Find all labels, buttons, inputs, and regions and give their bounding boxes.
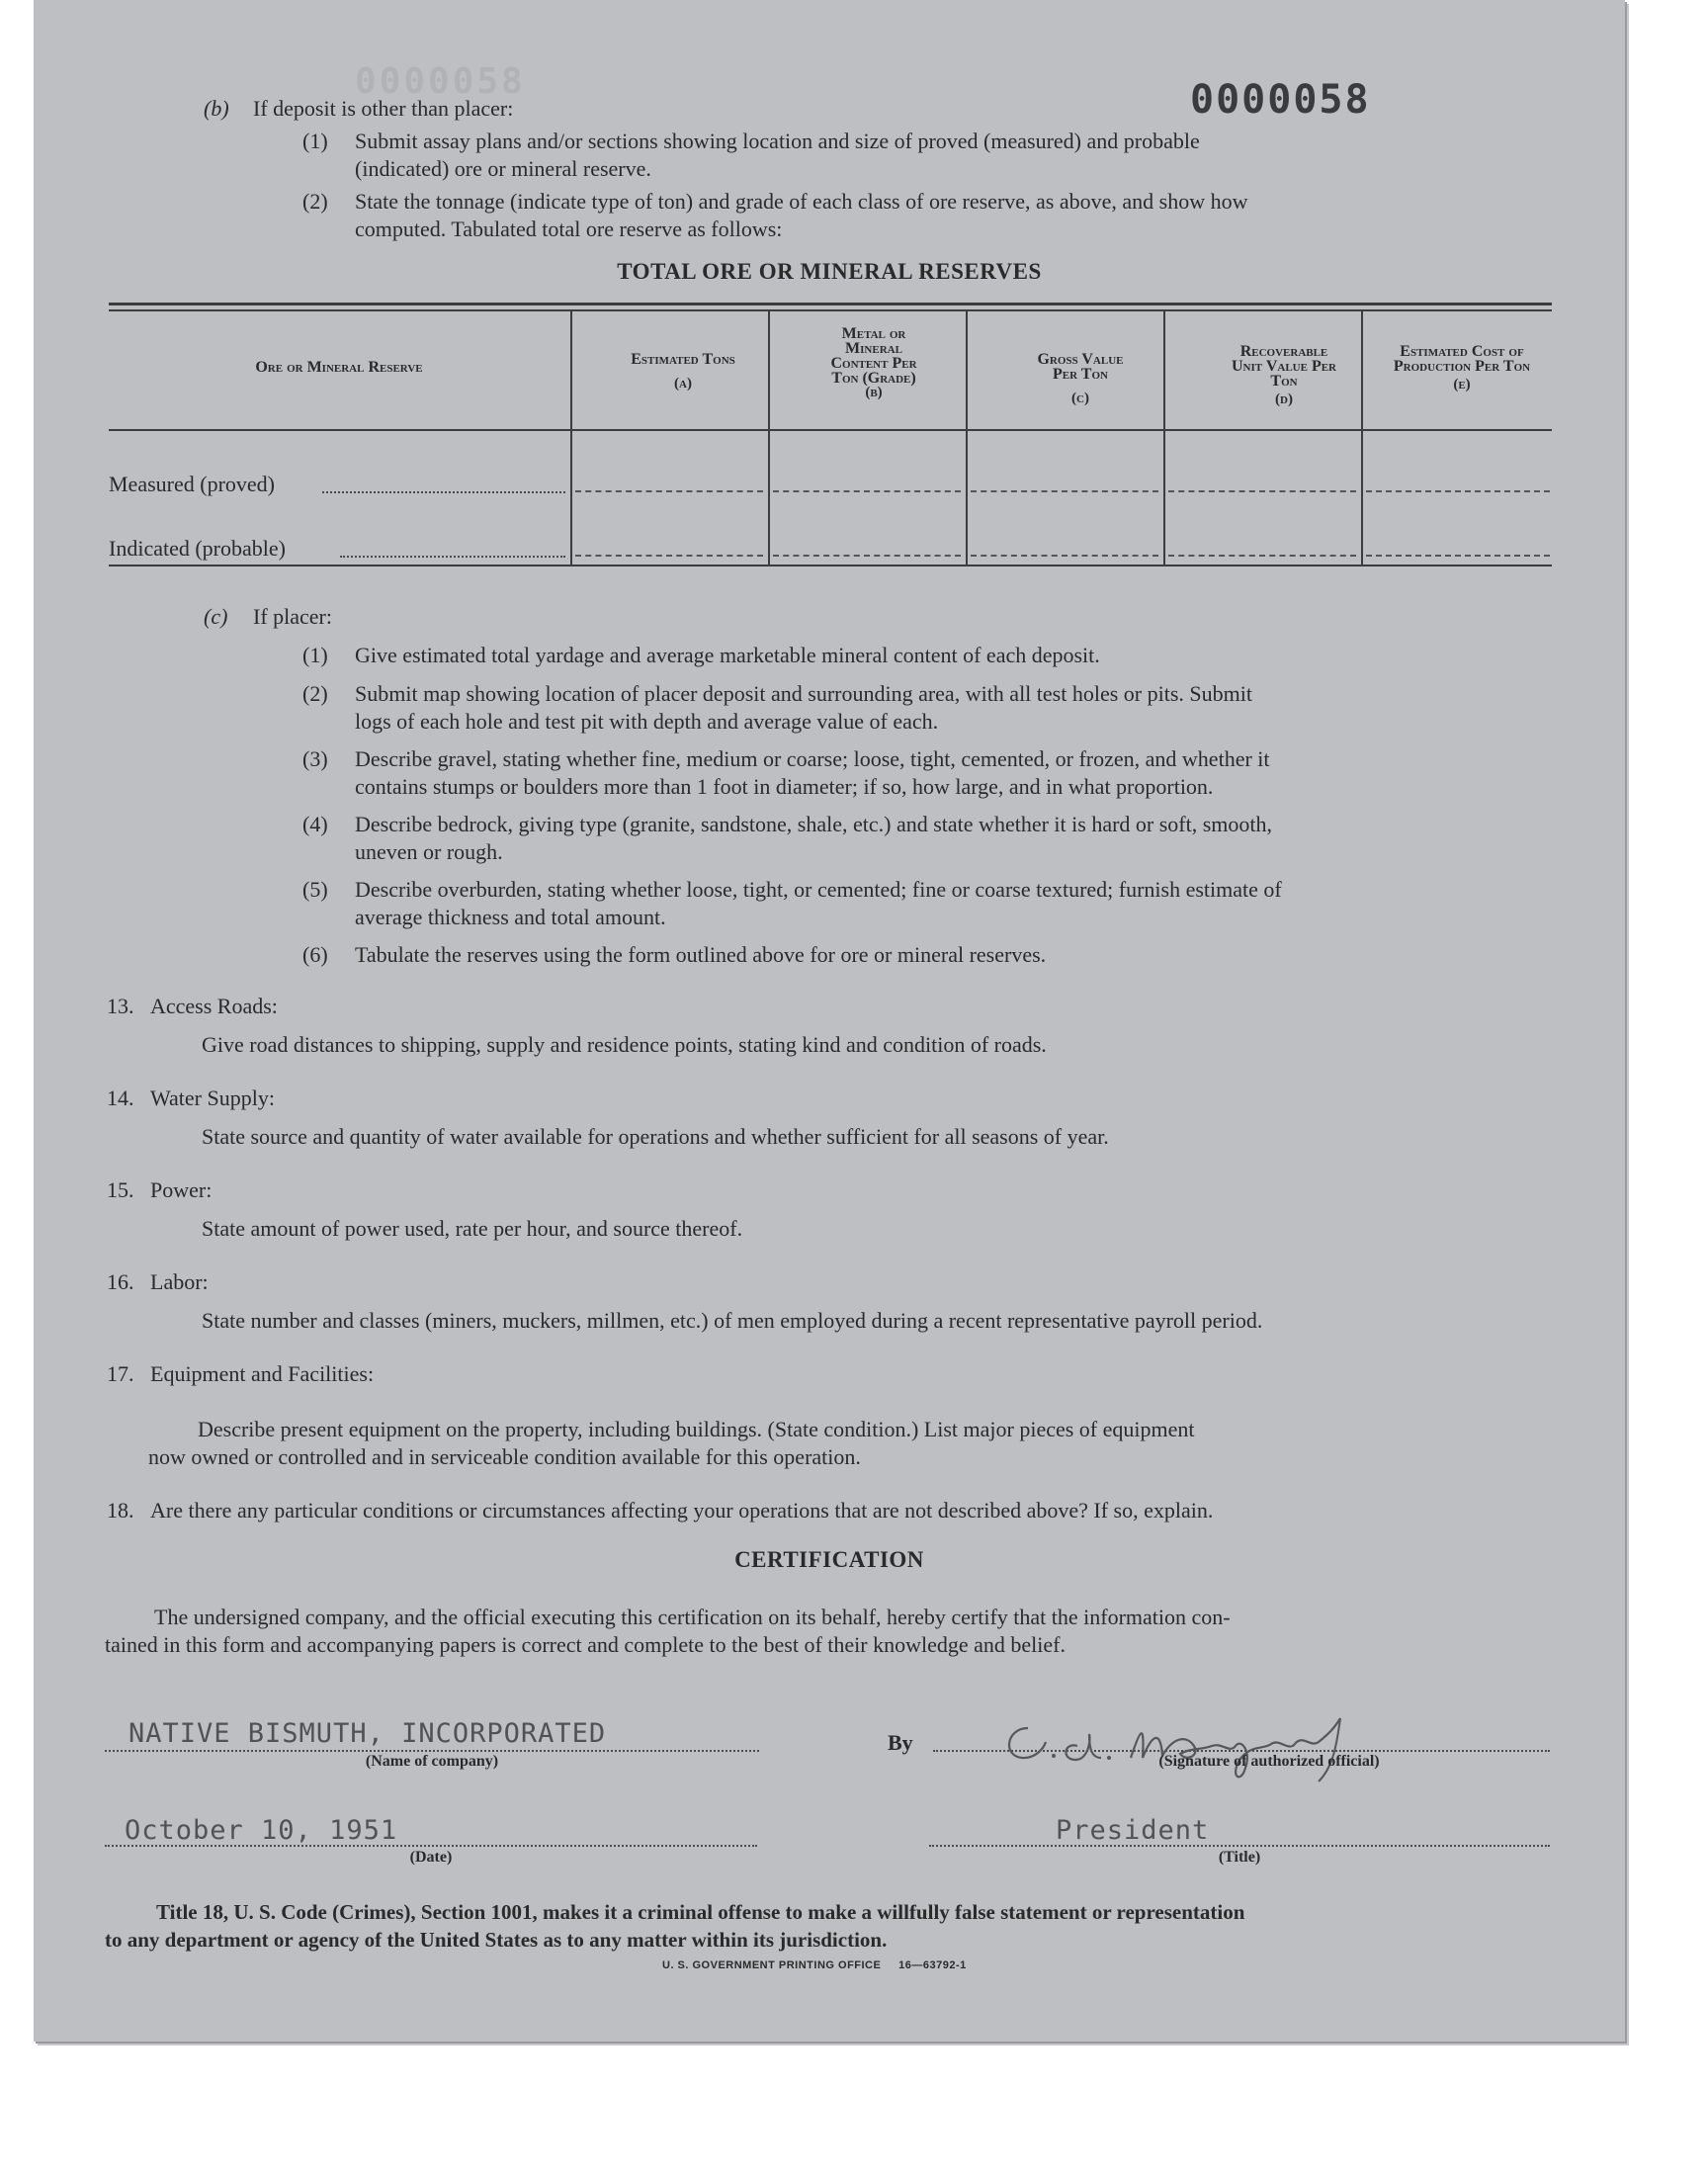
q18-text: Are there any particular conditions or circumstances affecting your operations that are not described above? If so, explain. [150, 1498, 1214, 1522]
cell-indicated-b[interactable] [773, 555, 961, 557]
q15-title: Power: [150, 1177, 213, 1202]
q18-num: 18. [107, 1498, 134, 1522]
warning-line1: Title 18, U. S. Code (Crimes), Section 1001, makes it a criminal offense to make a willfully false statement or representation [156, 1900, 1245, 1924]
row-label-measured: Measured (proved) [109, 472, 275, 496]
table-col-divider [768, 311, 770, 566]
cell-indicated-a[interactable] [575, 555, 763, 557]
cell-measured-c[interactable] [971, 490, 1158, 492]
section-c-item-4-num: (4) [302, 812, 328, 836]
reserves-table-title: TOTAL ORE OR MINERAL RESERVES [617, 259, 1042, 284]
q15-num: 15. [107, 1177, 134, 1202]
q15-body: State amount of power used, rate per hour, and source thereof. [202, 1216, 743, 1241]
col-header-production-cost: Estimated Cost of Production Per Ton (e) [1393, 343, 1531, 392]
section-c-item-2-line1: Submit map showing location of placer deposit and surrounding area, with all test holes or pits. Submit [355, 681, 1252, 706]
table-col-divider [966, 311, 968, 566]
official-title-caption: (Title) [1218, 1849, 1261, 1866]
section-b-label: (b) [204, 96, 229, 121]
section-c-item-4-line1: Describe bedrock, giving type (granite, sandstone, shale, etc.) and state whether it is hard or soft, smooth, [355, 812, 1273, 836]
q13-body: Give road distances to shipping, supply and residence points, stating kind and condition of roads. [202, 1032, 1047, 1057]
table-bottom-rule [109, 565, 1552, 566]
q13-title: Access Roads: [150, 994, 278, 1018]
section-b-item-1-num: (1) [302, 129, 328, 153]
q14-num: 14. [107, 1086, 134, 1110]
section-b-item-2-line1: State the tonnage (indicate type of ton) and grade of each class of ore reserve, as above, and show how [355, 189, 1248, 214]
col-header-metal-content: Metal or Mineral Content Per Ton (Grade) (b) [830, 325, 917, 400]
section-c-item-3-line2: contains stumps or boulders more than 1 foot in diameter; if so, how large, and in what proportion. [355, 774, 1214, 799]
official-title-line [929, 1845, 1550, 1847]
section-c-text: If placer: [253, 604, 332, 629]
section-b-item-2-num: (2) [302, 189, 328, 214]
by-label: By [888, 1730, 913, 1755]
certification-line2: tained in this form and accompanying papers is correct and complete to the best of their knowledge and belief. [105, 1632, 1066, 1657]
signature-value[interactable] [992, 1698, 1427, 1787]
company-name-value[interactable]: NATIVE BISMUTH, INCORPORATED [128, 1718, 607, 1749]
section-c-label: (c) [204, 604, 228, 629]
col-header-estimated-tons: Estimated Tons (a) [631, 351, 735, 392]
cell-indicated-c[interactable] [971, 555, 1158, 557]
section-c-item-5-line2: average thickness and total amount. [355, 905, 666, 929]
section-c-item-5-line1: Describe overburden, stating whether loose, tight, or cemented; fine or coarse textured; furnish estimate of [355, 877, 1282, 902]
table-top-rule [109, 303, 1552, 305]
q17-num: 17. [107, 1361, 134, 1386]
signature-caption: (Signature of authorized official) [1158, 1753, 1380, 1770]
date-line [105, 1845, 757, 1847]
col-header-gross-value: Gross Value Per Ton (c) [1037, 351, 1124, 406]
section-c-item-4-line2: uneven or rough. [355, 839, 503, 864]
q17-title: Equipment and Facilities: [150, 1361, 375, 1386]
row-leader-dots [340, 556, 565, 558]
row-leader-dots [322, 491, 565, 493]
q16-body: State number and classes (miners, muckers, millmen, etc.) of men employed during a recent representative payroll period. [202, 1308, 1263, 1333]
q17-line1: Describe present equipment on the property, including buildings. (State condition.) List major pieces of equipment [198, 1417, 1195, 1441]
form-page [34, 0, 1625, 2042]
table-col-divider [1361, 311, 1363, 566]
section-c-item-5-num: (5) [302, 877, 328, 902]
cell-indicated-d[interactable] [1168, 555, 1356, 557]
certification-line1: The undersigned company, and the official executing this certification on its behalf, hereby certify that the information con- [154, 1605, 1231, 1629]
cell-indicated-e[interactable] [1366, 555, 1550, 557]
col-header-reserve: Ore or Mineral Reserve [255, 359, 423, 376]
q13-num: 13. [107, 994, 134, 1018]
section-c-item-2-line2: logs of each hole and test pit with depth and average value of each. [355, 709, 939, 734]
q16-num: 16. [107, 1269, 134, 1294]
warning-line2: to any department or agency of the United States as to any matter within its jurisdiction. [105, 1928, 888, 1952]
cell-measured-a[interactable] [575, 490, 763, 492]
section-b-text: If deposit is other than placer: [253, 96, 514, 121]
certification-title: CERTIFICATION [734, 1547, 924, 1572]
q17-line2: now owned or controlled and in serviceable condition available for this operation. [148, 1444, 861, 1469]
printer-credit: U. S. GOVERNMENT PRINTING OFFICE 16—63792-1 [662, 1959, 967, 1971]
table-col-divider [1163, 311, 1165, 566]
section-c-item-6-line1: Tabulate the reserves using the form outlined above for ore or mineral reserves. [355, 942, 1047, 967]
cell-measured-d[interactable] [1168, 490, 1356, 492]
date-caption: (Date) [409, 1849, 453, 1866]
faint-document-number: 0000058 [355, 61, 526, 102]
cell-measured-e[interactable] [1366, 490, 1550, 492]
row-label-indicated: Indicated (probable) [109, 536, 286, 561]
section-c-item-1-line1: Give estimated total yardage and average marketable mineral content of each deposit. [355, 643, 1100, 667]
document-number: 0000058 [1190, 77, 1371, 123]
section-c-item-6-num: (6) [302, 942, 328, 967]
company-name-line [105, 1750, 759, 1752]
cell-measured-b[interactable] [773, 490, 961, 492]
table-col-divider [570, 311, 572, 566]
col-header-recoverable-value: Recoverable Unit Value Per Ton (d) [1232, 343, 1336, 407]
section-c-item-3-num: (3) [302, 746, 328, 771]
section-b-item-1-line1: Submit assay plans and/or sections showing location and size of proved (measured) and probable [355, 129, 1200, 153]
section-c-item-2-num: (2) [302, 681, 328, 706]
section-b-item-2-line2: computed. Tabulated total ore reserve as follows: [355, 217, 783, 241]
q14-title: Water Supply: [150, 1086, 275, 1110]
section-c-item-3-line1: Describe gravel, stating whether fine, medium or coarse; loose, tight, cemented, or frozen, and whether it [355, 746, 1270, 771]
q14-body: State source and quantity of water available for operations and whether sufficient for all seasons of year. [202, 1124, 1109, 1149]
handwritten-signature [992, 1698, 1427, 1787]
section-b-item-1-line2: (indicated) ore or mineral reserve. [355, 156, 651, 181]
date-value[interactable]: October 10, 1951 [125, 1815, 398, 1846]
table-top-rule-2 [109, 309, 1552, 311]
company-name-caption: (Name of company) [365, 1753, 499, 1770]
section-c-item-1-num: (1) [302, 643, 328, 667]
table-header-rule [109, 429, 1552, 431]
official-title-value[interactable]: President [1056, 1815, 1210, 1846]
q16-title: Labor: [150, 1269, 209, 1294]
